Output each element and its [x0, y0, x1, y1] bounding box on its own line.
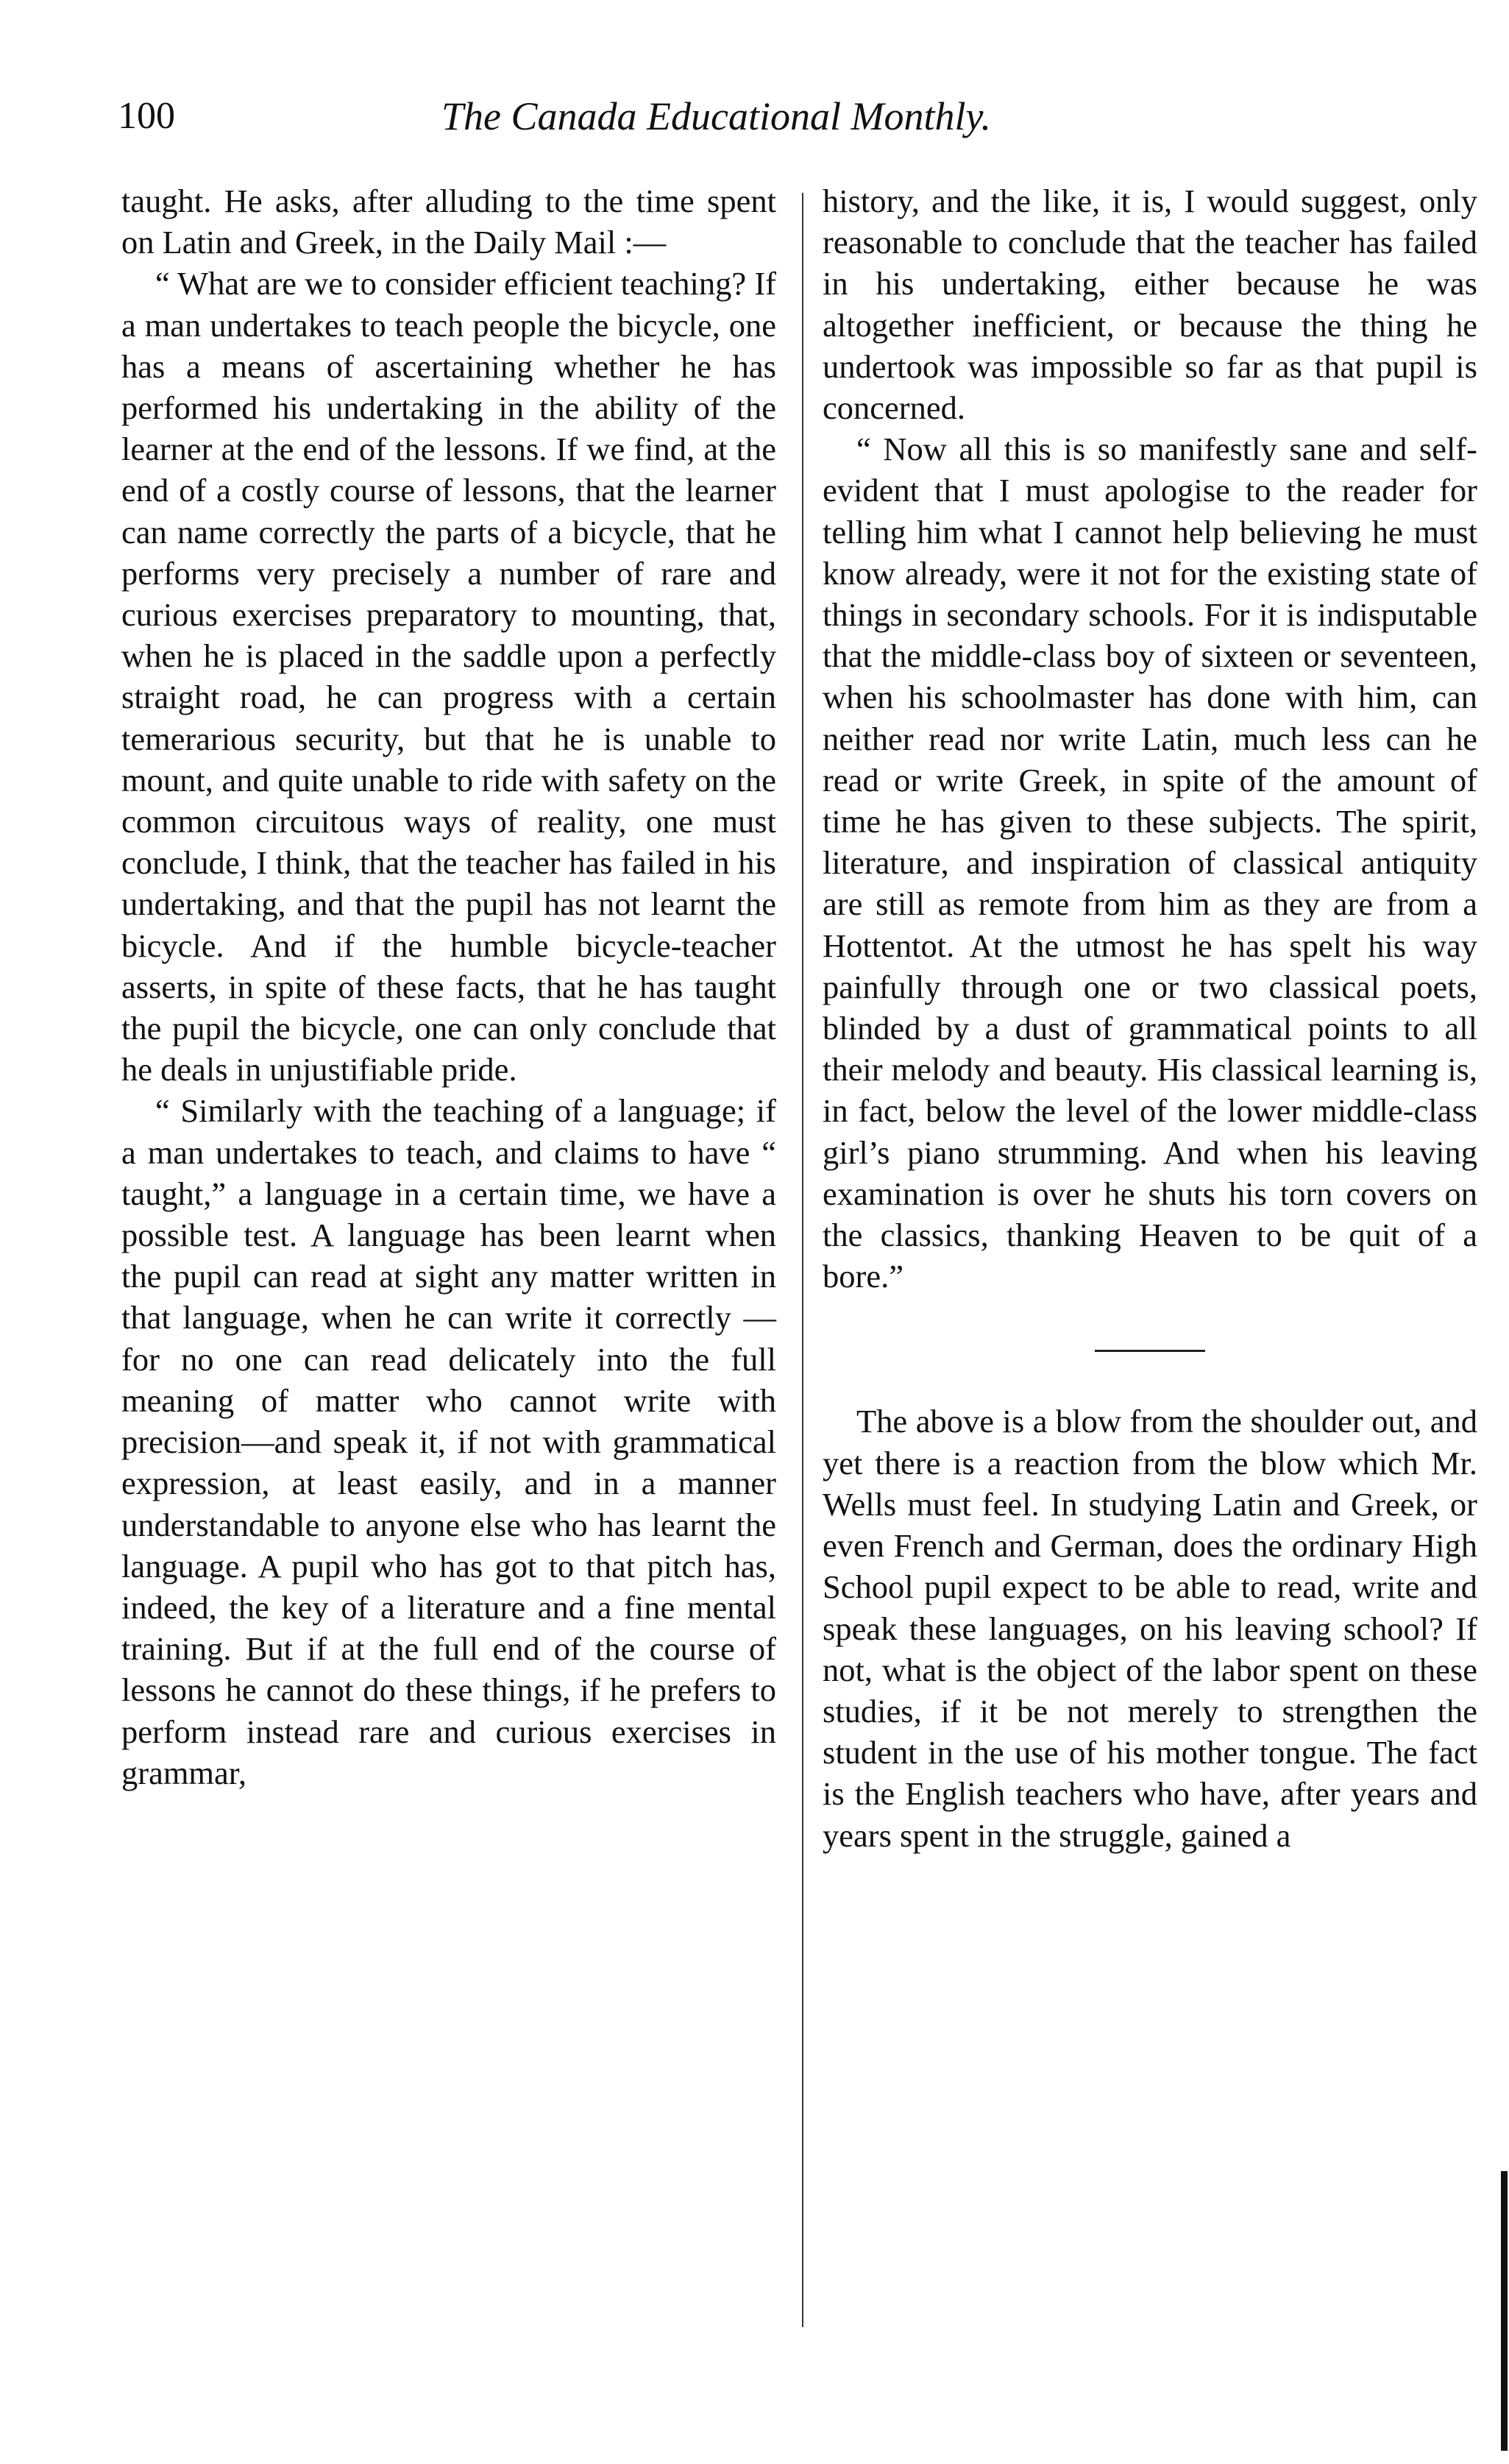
paragraph: history, and the like, it is, I would suggest, only reasonable to conclude that the teacher has failed in his undertaking, either because he was altogether inefficient, or because the thing he undertook was impossible so far as that pupil is concerned. — [823, 183, 1477, 427]
page-number: 100 — [118, 95, 175, 137]
paragraph: “ Now all this is so manifestly sane and self-evident that I must apologise to the reader for telling him what I cannot help believing he must know already, were it not for the existing state of things in secondary schools. For it is indisputable that the middle-class boy of sixteen or seventeen, when his schoolmaster has done with him, can neither read nor write Latin, much less can he read or write Greek, in spite of the amount of time he has given to these subjects. The spirit, literature, and inspiration of classical antiquity are still as remote from him as they are from a Hottentot. At the utmost he has spelt his way painfully through one or two classical poets, blinded by a dust of grammatical points to all their melody and beauty. His classical learning is, in fact, below the level of the lower middle-class girl’s piano strumming. And when his leaving examination is over he shuts his torn covers on the classics, thanking Heaven to be quit of a bore.” — [823, 431, 1477, 1295]
page-edge-shadow — [1501, 2171, 1508, 2451]
paragraph: taught. He asks, after alluding to the time spent on Latin and Greek, in the Daily Mail :— — [121, 183, 776, 261]
section-break-rule — [1095, 1350, 1205, 1352]
right-column — [823, 180, 1477, 1856]
left-column — [121, 180, 776, 1794]
running-title: The Canada Educational Monthly. — [441, 94, 991, 138]
column-divider — [802, 193, 803, 2327]
paragraph: “ What are we to consider efficient teaching? If a man undertakes to teach people the bicycle, one has a means of ascertaining whether he has performed his undertaking in the ability of the learner at the end of the lessons. If we find, at the end of a costly course of lessons, that the learner can name correctly the parts of a bicycle, that he performs very precisely a number of rare and curious exercises preparatory to mounting, that, when he is placed in the saddle upon a perfectly straight road, he can progress with a certain temerarious security, but that he is unable to mount, and quite unable to ride with safety on the common circuitous ways of reality, one must conclude, I think, that the teacher has failed in his undertaking, and that the pupil has not learnt the bicycle. And if the humble bicycle-teacher asserts, in spite of these facts, that he has taught the pupil the bicycle, one can only conclude that he deals in unjustifiable pride. — [121, 265, 776, 1088]
paragraph: The above is a blow from the shoulder out, and yet there is a reaction from the blow which Mr. Wells must feel. In studying Latin and Greek, or even French and German, does the ordinary High School pupil expect to be able to read, write and speak these languages, on his leaving school? If not, what is the object of the labor spent on these studies, if it be not merely to strengthen the student in the use of his mother tongue. The fact is the English teachers who have, after years and years spent in the struggle, gained a — [823, 1403, 1477, 1854]
paragraph: “ Similarly with the teaching of a language; if a man undertakes to teach, and claims to have “ taught,” a language in a certain time, we have a possible test. A language has been learnt when the pupil can read at sight any matter written in that language, when he can write it correctly —for no one can read delicately into the full meaning of matter who cannot write with precision—and speak it, if not with grammatical expression, at least easily, and in a manner understandable to anyone else who has learnt the language. A pupil who has got to that pitch has, indeed, the key of a literature and a fine mental training. But if at the full end of the course of lessons he cannot do these things, if he prefers to perform instead rare and curious exercises in grammar, — [121, 1092, 776, 1791]
page-header — [118, 87, 1148, 146]
